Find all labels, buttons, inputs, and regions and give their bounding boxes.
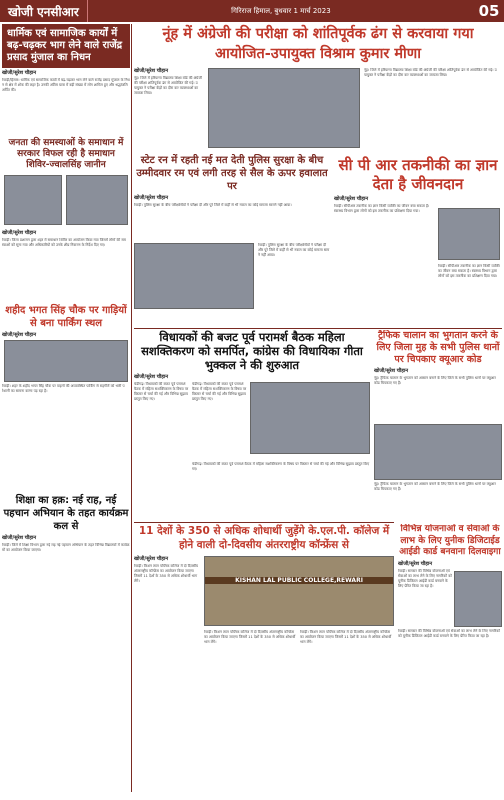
left-story-3-text: रेवाड़ी। शहर के शहीद भगत सिंह चौक पर वाहनों की अव्यवस्थित पार्किंग से राहगीरों को भारी परेशानी का सामना करना पड़ रहा है। <box>2 384 125 393</box>
conference-text: रेवाड़ी। किशन लाल पब्लिक कॉलेज में दो दिवसीय अंतरराष्ट्रीय कॉन्फ्रेंस का आयोजन किया जाएगा जिसमें 11 देशों के 350 से अधिक शोधार्थी भाग लेंगे। <box>134 564 199 583</box>
main-photo <box>208 68 360 148</box>
digital-id-photo <box>454 571 502 627</box>
mid-story-1-photo <box>134 243 254 309</box>
conference-story <box>134 524 394 792</box>
cpr-text-cont: रेवाड़ी। सीपीआर तकनीक का ज्ञान किसी व्यक्ति का जीवन बचा सकता है। स्वास्थ्य विभाग द्वारा लोगों को इस तकनीक का प्रशिक्षण दिया गया। <box>438 264 500 278</box>
newspaper-brand: खोजी एनसीआर <box>0 0 88 22</box>
left-story-1-headline: धार्मिक एवं सामाजिक कार्यों में बढ़-चढ़कर भाग लेने वाले राजेंद्र प्रसाद मुंजाल का निधन <box>2 24 130 68</box>
main-story <box>134 24 502 152</box>
traffic-text: नूंह। ट्रैफिक चालान के भुगतान को आसान बनाने के लिए जिले के सभी पुलिस थानों पर क्यूआर कोड चिपकाए गए हैं। <box>374 376 496 385</box>
left-column <box>2 24 130 792</box>
mid-story-1 <box>134 154 330 324</box>
budget-text-2: चंडीगढ़। विधायकों की बजट पूर्व परामर्श बैठक में महिला सशक्तिकरण के विषय पर विस्तार से चर्चा की गई और विभिन्न सुझाव प्रस्तुत किए गए। <box>192 382 247 401</box>
left-story-1-byline: खोजी/सुरेश चौहान <box>2 70 36 76</box>
masthead <box>0 0 504 22</box>
budget-story <box>134 330 370 520</box>
cpr-story <box>334 156 502 326</box>
cpr-headline: सी पी आर तकनीकी का ज्ञान देता है जीवनदान <box>338 156 498 193</box>
conference-headline: 11 देशों के 350 से अधिक शोधार्थी जुड़ेंगे के.एल.पी. कॉलेज में होने वाली दो-दिवसीय अंतरराष्ट्रीय कॉन्फ्रेंस से <box>138 525 390 551</box>
budget-photo <box>250 382 370 454</box>
left-story-2-text: रेवाड़ी। जिला प्रशासन द्वारा शहर में समाधान शिविर का आयोजन किया गया जिसमें लोगों की समस्याओं को सुना गया और अधिकारियों को उनके शीघ्र निवारण के निर्देश दिए गए। <box>2 238 126 247</box>
left-photo-2 <box>66 175 128 225</box>
left-story-4-headline: शिक्षा का हक़: नई राह, नई पहचान अभियान के तहत कार्यक्रम कल से <box>3 495 129 532</box>
mid-story-1-byline: खोजी/सुरेश चौहान <box>134 195 168 201</box>
budget-byline: खोजी/सुरेश चौहान <box>134 374 168 380</box>
left-story-3-headline: शहीद भगत सिंह चौक पर गाड़ियों से बना पार्किंग स्थल <box>5 305 127 329</box>
page-number: 05 <box>474 2 504 20</box>
left-story-1-text: रेवाड़ी/हिसार। धार्मिक एवं सामाजिक कार्यों में बढ़-चढ़कर भाग लेने वाले राजेंद्र प्रसाद मुंजाल के निधन से क्षेत्र में शोक की लहर है। उनकी अंतिम यात्रा में बड़ी संख्या में लोग शामिल हुए और श्रद्धांजलि अर्पित की। <box>2 78 130 92</box>
traffic-photo <box>374 424 502 480</box>
college-sign: KISHAN LAL PUBLIC COLLEGE,REWARI <box>205 577 393 584</box>
left-photo-3 <box>4 340 128 382</box>
college-photo <box>204 556 394 626</box>
cpr-byline: खोजी/सुरेश चौहान <box>334 196 368 202</box>
digital-id-headline: विभिन्न योजनाओं व सेवाओं के लाभ के लिए युनीक डिजिटाईड आईडी कार्ड बनवाना दिलवाइगा <box>399 524 501 557</box>
issue-meta: गिरिराज हिमाल, बुधवार 1 मार्च 2023 <box>231 6 331 15</box>
main-text: नूंह। जिले में हरियाणा विद्यालय शिक्षा बोर्ड की अंग्रेजी की परीक्षा शांतिपूर्वक ढंग से आयोजित की गई। उपायुक्त ने परीक्षा केंद्रों का दौरा कर व्यवस्थाओं का जायजा लिया। <box>134 76 202 95</box>
digital-id-text: रेवाड़ी। सरकार की विभिन्न योजनाओं एवं सेवाओं का लाभ लेने के लिए नागरिकों को यूनीक डिजिटल आईडी कार्ड बनवाने के लिए प्रेरित किया जा रहा है। <box>398 568 452 588</box>
mid-story-1-text-cont: रेवाड़ी। पुलिस सुरक्षा के बीच परीक्षार्थियों ने परीक्षा दी और पूरे जिले में कहीं से भी नकल का कोई मामला सामने नहीं आया। <box>258 243 330 257</box>
main-headline: नूंह में अंग्रेजी की परीक्षा को शांतिपूर्वक ढंग से करवाया गया आयोजित-उपायुक्त विश्राम कुमार मीणा <box>162 26 474 62</box>
conference-byline: खोजी/सुरेश चौहान <box>134 556 168 562</box>
traffic-headline: ट्रैफिक चालान का भुगतान करने के लिए जिला मुह के सभी पुलिस थानों पर चिपकाए क्यूआर कोड <box>376 330 500 365</box>
budget-headline: विधायकों की बजट पूर्व परामर्श बैठक महिला सशक्तिकरण को समर्पित, कांग्रेस की विधायिका गीता भुक्कल ने की शुरुआत <box>141 330 363 372</box>
main-text-cont: नूंह। जिले में हरियाणा विद्यालय शिक्षा बोर्ड की अंग्रेजी की परीक्षा शांतिपूर्वक ढंग से आयोजित की गई। उपायुक्त ने परीक्षा केंद्रों का दौरा कर व्यवस्थाओं का जायजा लिया। <box>364 68 497 77</box>
traffic-story <box>374 330 502 520</box>
mid-story-1-headline: स्टेट रन में रहती नई मत देती पुलिस सुरक्षा के बीच उम्मीदवार रम एवं लगी तरह से सैल के ऊपर हवालात पर <box>136 155 328 192</box>
digital-id-byline: खोजी/सुरेश चौहान <box>398 560 432 567</box>
conference-text-2: रेवाड़ी। किशन लाल पब्लिक कॉलेज में दो दिवसीय अंतरराष्ट्रीय कॉन्फ्रेंस का आयोजन किया जाएगा जिसमें 11 देशों के 350 से अधिक शोधार्थी भाग लेंगे। <box>204 630 296 644</box>
main-byline: खोजी/सुरेश चौहान <box>134 68 168 74</box>
budget-text: चंडीगढ़। विधायकों की बजट पूर्व परामर्श बैठक में महिला सशक्तिकरण के विषय पर विस्तार से चर्चा की गई और विभिन्न सुझाव प्रस्तुत किए गए। <box>134 382 189 401</box>
conference-text-3: रेवाड़ी। किशन लाल पब्लिक कॉलेज में दो दिवसीय अंतरराष्ट्रीय कॉन्फ्रेंस का आयोजन किया जाएगा जिसमें 11 देशों के 350 से अधिक शोधार्थी भाग लेंगे। <box>300 630 392 644</box>
digital-id-story <box>398 524 502 792</box>
traffic-byline: खोजी/सुरेश चौहान <box>374 368 408 374</box>
left-story-2-byline: खोजी/सुरेश चौहान <box>2 230 36 236</box>
left-story-1-subhead: जनता की समस्याओं के समाधान में सरकार विफल रही है समाधान शिविर-ज्वालसिंह जानीन <box>8 138 124 170</box>
traffic-text-cont: नूंह। ट्रैफिक चालान के भुगतान को आसान बनाने के लिए जिले के सभी पुलिस थानों पर क्यूआर कोड चिपकाए गए हैं। <box>374 482 496 491</box>
left-photo-1 <box>4 175 62 225</box>
left-story-4-byline: खोजी/सुरेश चौहान <box>2 535 36 541</box>
cpr-photo <box>438 208 500 260</box>
mid-story-1-text: रेवाड़ी। पुलिस सुरक्षा के बीच परीक्षार्थियों ने परीक्षा दी और पूरे जिले में कहीं से भी नकल का कोई मामला सामने नहीं आया। <box>134 203 292 207</box>
budget-text-3: चंडीगढ़। विधायकों की बजट पूर्व परामर्श बैठक में महिला सशक्तिकरण के विषय पर विस्तार से चर्चा की गई और विभिन्न सुझाव प्रस्तुत किए गए। <box>192 462 370 471</box>
cpr-text: रेवाड़ी। सीपीआर तकनीक का ज्ञान किसी व्यक्ति का जीवन बचा सकता है। स्वास्थ्य विभाग द्वारा लोगों को इस तकनीक का प्रशिक्षण दिया गया। <box>334 204 430 213</box>
left-story-4-text: रेवाड़ी। जिले में शिक्षा विभाग द्वारा नई राह नई पहचान अभियान के तहत विभिन्न विद्यालयों में कार्यक्रमों का आयोजन किया जाएगा। <box>2 543 130 552</box>
left-story-3-byline: खोजी/सुरेश चौहान <box>2 332 36 338</box>
digital-id-text-cont: रेवाड़ी। सरकार की विभिन्न योजनाओं एवं सेवाओं का लाभ लेने के लिए नागरिकों को यूनीक डिजिटल आईडी कार्ड बनवाने के लिए प्रेरित किया जा रहा है। <box>398 628 500 638</box>
